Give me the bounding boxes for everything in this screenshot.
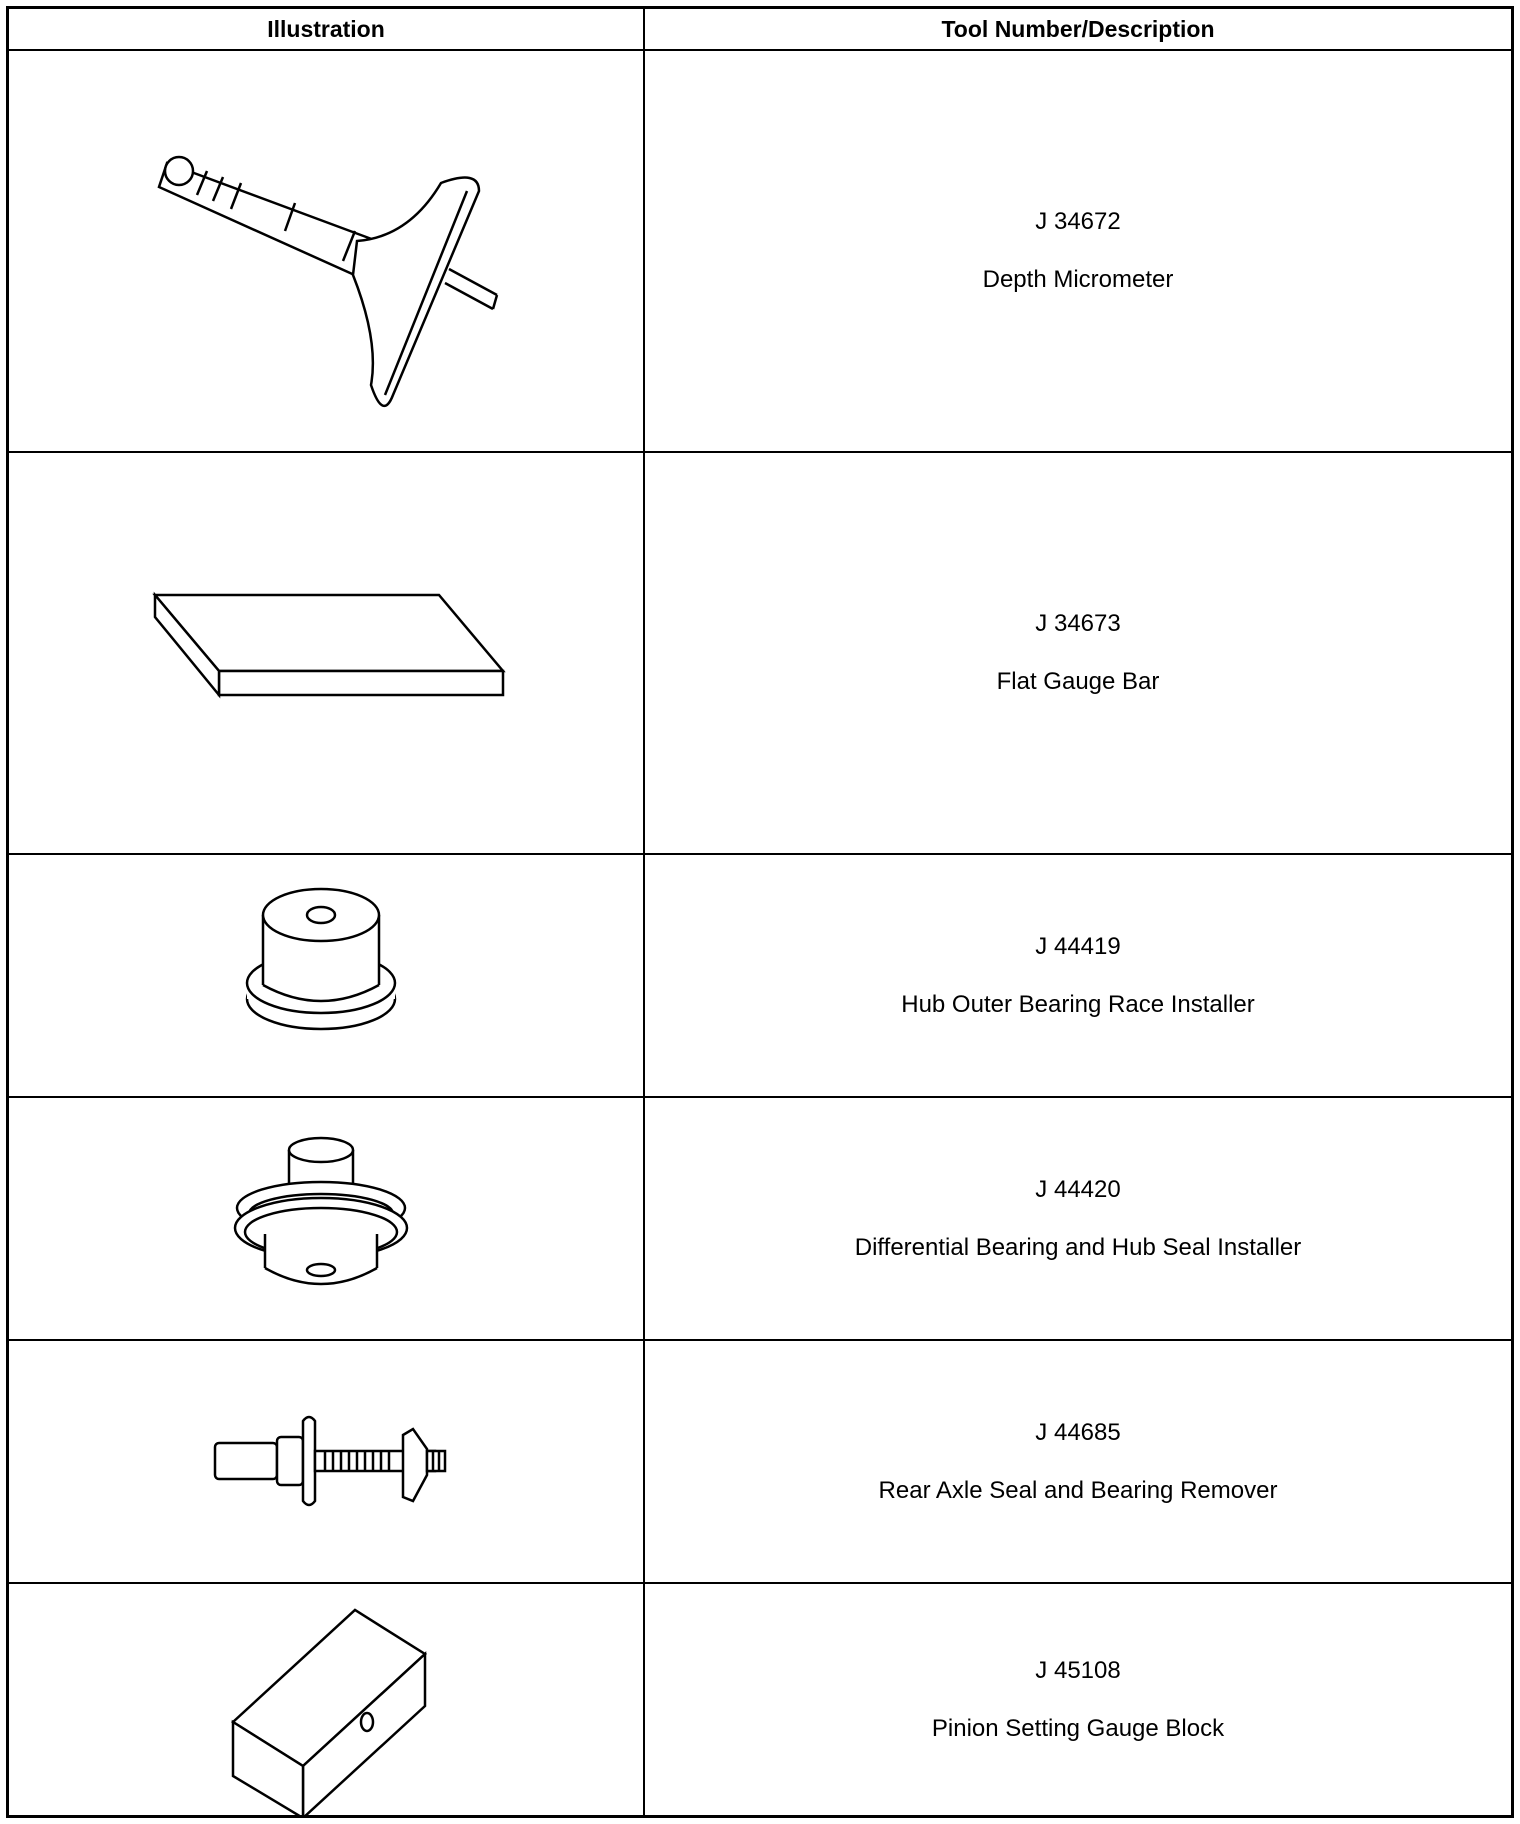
illustration-cell: [9, 1341, 645, 1582]
tool-number: J 44685: [1035, 1418, 1121, 1446]
description-cell: [645, 1584, 1511, 1815]
tool-description: Depth Micrometer: [982, 266, 1174, 293]
seal-installer-icon: [9, 1098, 643, 1339]
tool-description: Flat Gauge Bar: [996, 668, 1160, 695]
description-cell: [645, 51, 1511, 451]
tool-number: J 45108: [1035, 1656, 1121, 1684]
depth-micrometer-icon: [9, 51, 643, 451]
tools-table: [6, 6, 1514, 1818]
header-tool-description: Tool Number/Description: [941, 15, 1215, 42]
illustration-cell: [9, 855, 645, 1096]
description-cell: [645, 855, 1511, 1096]
illustration-cell: [9, 453, 645, 853]
table-header: [9, 9, 1511, 51]
bearing-remover-icon: [9, 1341, 643, 1582]
race-installer-icon: [9, 855, 643, 1096]
description-cell: [645, 1341, 1511, 1582]
tool-number: J 44419: [1035, 932, 1121, 960]
description-cell: [645, 453, 1511, 853]
illustration-cell: [9, 51, 645, 451]
table-row: [9, 1341, 1511, 1584]
table-row: [9, 855, 1511, 1098]
tool-number: J 44420: [1035, 1175, 1121, 1203]
header-illustration: Illustration: [9, 9, 645, 49]
table-row: [9, 1584, 1511, 1815]
tool-description: Differential Bearing and Hub Seal Installer: [854, 1233, 1302, 1261]
illustration-cell: [9, 1098, 645, 1339]
gauge-block-icon: [9, 1584, 643, 1815]
tool-description: Rear Axle Seal and Bearing Remover: [878, 1476, 1278, 1504]
tool-description: Pinion Setting Gauge Block: [931, 1714, 1225, 1742]
table-row: [9, 51, 1511, 453]
table-row: [9, 1098, 1511, 1341]
description-cell: [645, 1098, 1511, 1339]
tool-number: J 34673: [1035, 610, 1121, 637]
tool-description: Hub Outer Bearing Race Installer: [901, 990, 1255, 1018]
flat-gauge-bar-icon: [9, 453, 643, 853]
illustration-cell: [9, 1584, 645, 1815]
tool-number: J 34672: [1035, 208, 1121, 235]
table-row: [9, 453, 1511, 855]
